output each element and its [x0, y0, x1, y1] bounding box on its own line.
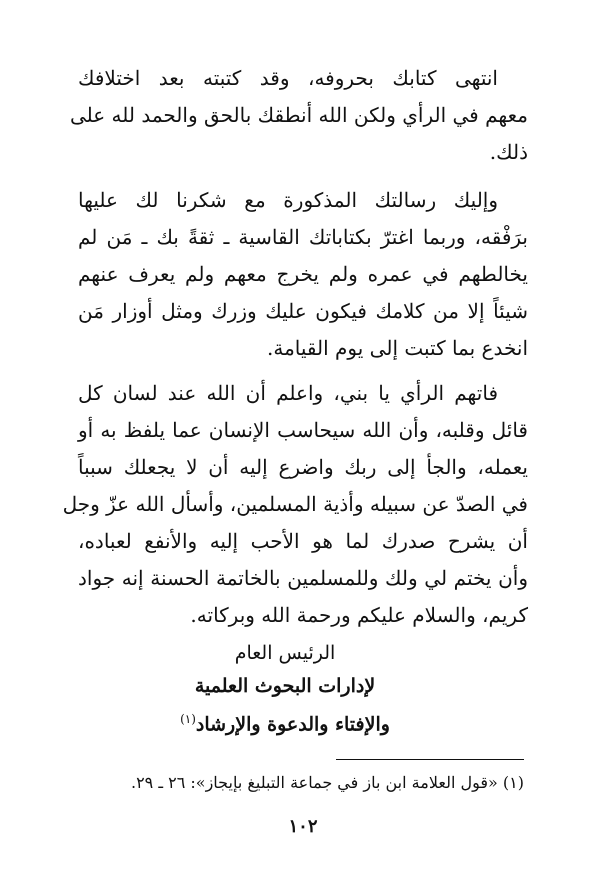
signature-line-2 [150, 703, 420, 736]
text-line: شيئاً إلا من كلامك فيكون عليك وزرك ومثل أوزار مَن [78, 299, 528, 323]
text-line: في الصدّ عن سبيله وأذية المسلمين، وأسأل الله عزّ وجل [62, 492, 528, 516]
text-line: ذلك. [489, 140, 528, 164]
text-line: كريم، والسلام عليكم ورحمة الله وبركاته. [190, 603, 528, 627]
text-line: برَفْقه، وربما اغترّ بكتاباتك القاسية ـ ثقةً بك ـ مَن لم [78, 225, 528, 249]
text-line: انخدع بما كتبت إلى يوم القيامة. [267, 336, 528, 360]
text-line: يعمله، والجأ إلى ربك واضرع إليه أن لا يجعلك سبباً [78, 455, 528, 479]
text-line: انتهى كتابك بحروفه، وقد كتبته بعد اختلافك [78, 66, 498, 90]
footnote-text: «قول العلامة ابن باز في جماعة التبليغ بإيجاز»: ٢٦ ـ ٢٩. [130, 773, 498, 792]
text-line: قائل وقلبه، وأن الله سيحاسب الإنسان عما يلفظ به أو [78, 418, 528, 442]
footnote-marker[interactable]: (١) [180, 712, 196, 726]
text-line: وإليك رسالتك المذكورة مع شكرنا لك عليها [78, 188, 498, 212]
text-line: معهم في الرأي ولكن الله أنطقك بالحق والحمد لله على [69, 103, 528, 127]
signature-line-1: لإدارات البحوث العلمية [194, 675, 376, 697]
text-line: وأن يختم لي ولك وللمسلمين بالخاتمة الحسنة إنه جواد [78, 566, 528, 590]
page-number: ١٠٢ [288, 816, 318, 837]
footnote [84, 770, 524, 796]
text-line: يخالطهم في عمره ولم يخرج معهم ولم يعرف عنهم [78, 262, 528, 286]
text-line: فاتهم الرأي يا بني، واعلم أن الله عند لسان كل [78, 381, 498, 405]
paragraph-2 [78, 182, 528, 367]
footnote-divider [336, 759, 524, 760]
paragraph-1 [69, 60, 528, 171]
signature-title: الرئيس العام [234, 642, 336, 664]
footnote-number: (١) [502, 773, 524, 792]
signature-block [150, 637, 420, 736]
paragraph-3 [62, 375, 528, 634]
text-line: أن يشرح صدرك لما هو الأحب إليه والأنفع لعباده، [78, 529, 528, 553]
signature-line-2-text: والإفتاء والدعوة والإرشاد [195, 713, 390, 736]
